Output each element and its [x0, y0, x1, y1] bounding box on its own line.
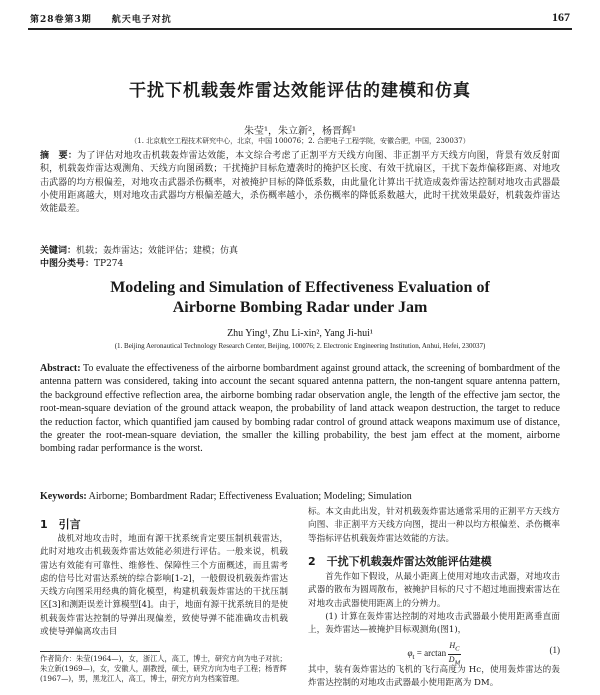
abstract-zh-text: 为了评估对地攻击机载轰炸雷达效能，本文综合考虑了正割平方天线方向图、非正割平方天线方向图，背景有效反射面积，机载轰炸雷达观测角、天线方向图函数；干扰掩护目标危遭袭时的掩护区长度、有效干扰扇区，干扰下轰炸偏移距离、对地攻击武器的均方根偏差，对地攻击武器杀伤概率，对被掩护目标的降低系数，由此量化计算出干扰造成轰炸雷达控制对地攻击武器最小使用距离越大，则对地攻击武器均方根偏差越大，杀伤概率越小，杀伤概率的降低系数越大，此时干扰效果最好，机载轰炸雷达效能最差。	[40, 151, 560, 215]
classification-label: 中图分类号：	[40, 259, 95, 269]
equation-func: = arctan	[414, 648, 449, 659]
header-rule	[28, 28, 572, 30]
affiliation-zh: （1. 北京航空工程技术研究中心，北京，中国 100076；2. 合肥电子工程学院，安徽合肥，中国，230037）	[130, 137, 470, 145]
keywords-en-label: Keywords:	[40, 491, 87, 502]
authors-zh: 朱莹¹，朱立新²，杨晋辉¹	[243, 126, 357, 137]
abstract-en	[40, 362, 560, 456]
paper-title-en	[0, 278, 600, 318]
section1-title: 1 引言	[40, 518, 81, 531]
right-col-paragraph-2: 首先作如下假设，从最小距离上使用对地攻击武器，对地攻击武器的散布为圆周散布，被掩护目标的尺寸不超过地面搜索雷达在对地攻击武器使用距离上的分辨力。	[308, 572, 560, 609]
section1-paragraph: 战机对地攻击时，地面有源干扰系统肯定要压制机载雷达，此时对地攻击机载轰炸雷达效能必须进行评估。一般来说，机载雷达有效能有可靠性、维修性、保障性三个方面概述，而且需考虑的信号比对雷达系统的综合影响[1-2]，一般假设机载轰炸雷达天线方向图采用经典的简化模型，构建机载轰炸雷达的干扰压制区[3]和测距误差计算模型[4]。由于，地面有源干扰系统目的是使机载轰炸雷达控制的导弹出现偏差，致使导弹不能准确攻击机载或使导弹偏离攻击目	[40, 534, 288, 638]
equation-numerator-sub: C	[455, 645, 460, 653]
keywords-zh	[40, 243, 560, 256]
paper-title-zh: 干扰下机载轰炸雷达效能评估的建模和仿真	[129, 81, 471, 101]
abstract-en-text: To evaluate the effectiveness of the airborne bombardment against ground attack, the screening of bombardment of the antenna pattern was considered, taking into account the secant squared antenna pattern, the non-tangent square antenna pattern, the background effective reflection area, the airborne bombing radar observation angle, the length of the effective jam sector, the root-mean-square deviation of the ground attack weapon, the probability of land attack weapon destruction, the target to reduce the reduction factor, which quantified jam caused by bombing radar control of ground attack weapons maximum use of distance, the greater the root-mean-square deviation, the smaller the killing probability, the best jam effect at the moment, airborne bombing radar performance is the worst.	[40, 363, 560, 455]
footnote: 作者简介：朱莹(1964—)，女，浙江人，高工，博士，研究方向为电子对抗；朱立新(1969—)，女，安徽人，副教授，硕士，研究方向为电子工程；杨晋辉(1967—)，男，黑龙江人，高工，博士，研究方向为档案管理。	[40, 654, 287, 683]
affiliation-en: (1. Beijing Aeronautical Technology Research Center, Beijing, 100076; 2. Electronic Engineering Institution, Anhui, Hefei, 230037)	[114, 342, 486, 350]
keywords-zh-label: 关键词：	[40, 246, 77, 256]
keywords-en-text: Airborne; Bombardment Radar; Effectiveness Evaluation; Modeling; Simulation	[88, 491, 412, 502]
equation-lhs-sub: t	[412, 651, 415, 661]
right-col-paragraph-1: 标。本文由此出发，针对机载轰炸雷达通常采用的正割平方天线方向图、非正割平方天线方向图，提出一种以均方根偏差、杀伤概率等指标评估机载轰炸雷达效能的方法。	[308, 507, 560, 544]
authors-en: Zhu Ying¹, Zhu Li-xin², Yang Ji-hui¹	[227, 328, 373, 339]
classification-value: TP274	[94, 259, 124, 269]
abstract-zh	[40, 150, 560, 216]
section2-title: 2 干扰下机载轰炸雷达效能评估建模	[308, 555, 492, 568]
paper-title-en-line2: Airborne Bombing Radar under Jam	[172, 299, 428, 316]
keywords-zh-text: 机载；轰炸雷达；效能评估；建模；仿真	[76, 246, 239, 256]
equation-lhs: φ	[407, 648, 413, 659]
keywords-en	[40, 491, 560, 502]
abstract-en-label: Abstract:	[40, 363, 81, 374]
footnote-rule	[40, 651, 160, 652]
right-col-paragraph-4: 其中，装有轰炸雷达的飞机的飞行高度为 Hc，使用轰炸雷达的轰炸雷达控制的对地攻击武器最小使用距离为 DM。	[308, 665, 560, 689]
abstract-zh-label: 摘 要：	[40, 151, 78, 161]
equation-numerator: H	[449, 641, 456, 650]
classification-number	[40, 256, 123, 269]
paper-title-en-line1: Modeling and Simulation of Effectiveness Evaluation of	[110, 279, 490, 296]
equation-denominator-sub: M	[454, 659, 461, 667]
journal-header: 第28卷第3期 航天电子对抗	[30, 15, 172, 25]
equation-number: (1)	[549, 645, 560, 655]
page-number: 167	[552, 10, 570, 24]
right-col-paragraph-3: (1) 计算在轰炸雷达控制的对地攻击武器最小使用距离垂直面上，轰炸雷达—被掩护目标观测角(图1)，	[308, 612, 560, 636]
equation-denominator: D	[448, 654, 455, 664]
